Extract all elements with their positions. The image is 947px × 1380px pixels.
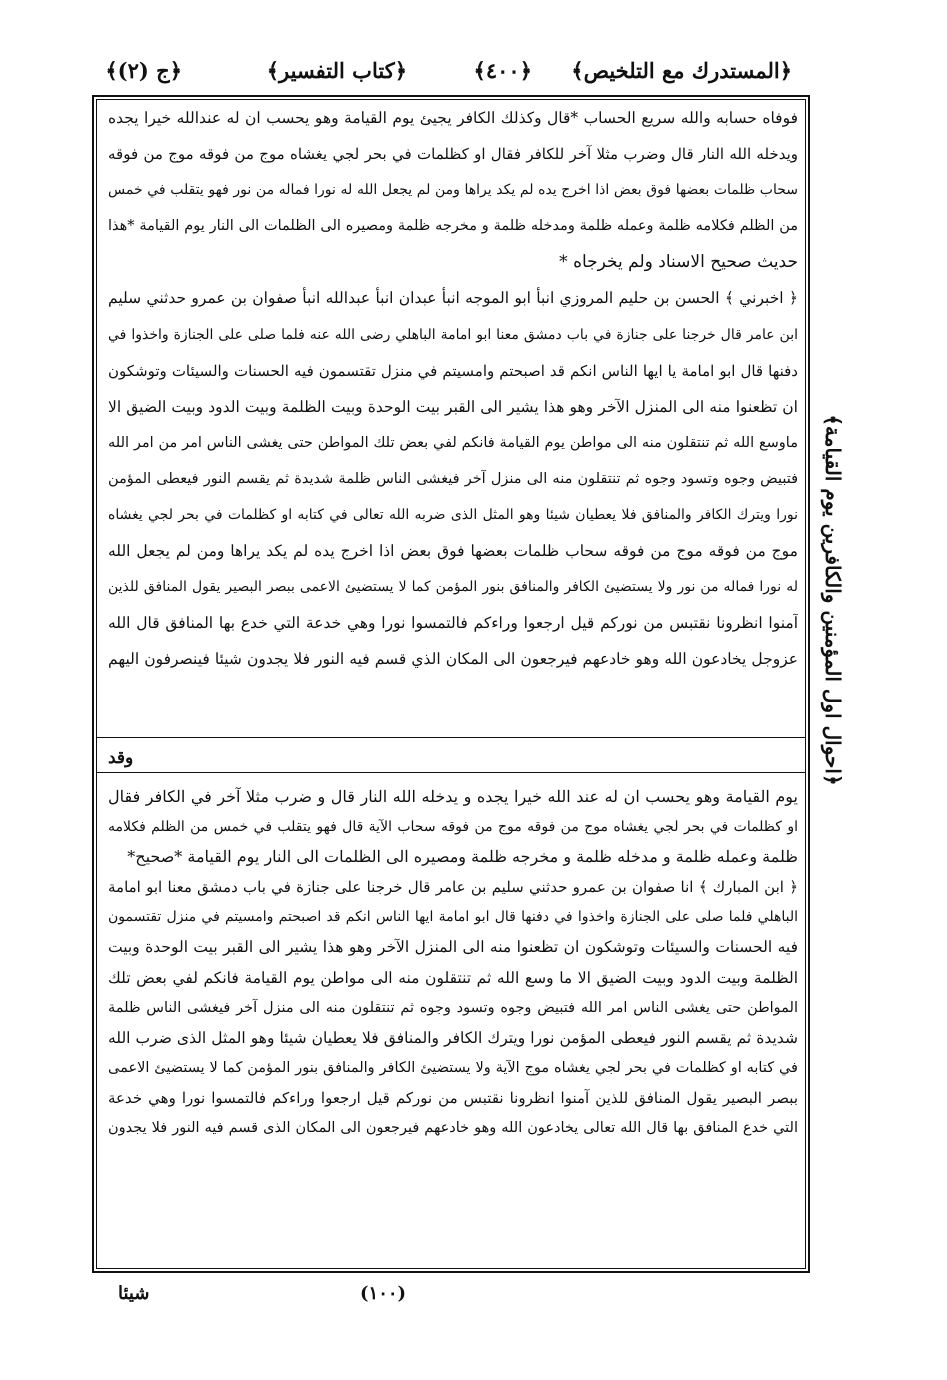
footer-page-number: (١٠٠) — [360, 1283, 407, 1304]
text-line: الباهلي فلما صلى على الجنازة واخذوا في دفنها قال ابو امامة ايها الناس انكم قد اصبحتم وامسيتم في منزل تقتسمون — [108, 909, 798, 926]
text-line: دفنها قال ابو امامة يا ايها الناس انكم قد اصبحتم وامسيتم في منزل تقتسمون فيه الحسنات والسيئات وتوشكون — [108, 361, 798, 380]
text-line: آمنوا انظرونا نقتبس من نوركم قيل ارجعوا وراءكم فالتمسوا نورا وهي خدعة التي خدع بها المنافق قال الله — [108, 614, 798, 633]
text-line: ماوسع الله ثم تنتقلون منه الى مواطن يوم القيامة فانكم لفي بعض تلك المواطن حتى يغشى الناس امر من امر الله — [108, 434, 798, 451]
text-line: ان تظعنوا منه الى المنزل الآخر وهو هذا يشير الى القبر بيت الوحدة وبيت الظلمة وبيت الدود وبيت الضيق الا — [108, 397, 798, 416]
text-line: فتبيض وجوه وتسود وجوه ثم تنتقلون منه الى منزل آخر فيغشى الناس ظلمة شديدة ثم يقسم النور فيعطى المؤمن — [108, 470, 798, 487]
text-line: ﴿ اخبرني ﴾ الحسن بن حليم المروزي انبأ ابو الموجه انبأ عبدان انبأ عبدالله انبأ صفوان بن عمرو حدثني سليم — [108, 289, 798, 308]
text-line: ببصر البصير يقول المنافق للذين آمنوا انظرونا نقتبس من نوركم قيل ارجعوا وراءكم فالتمسوا نورا وهي خدعة — [108, 1088, 798, 1107]
main-catchword: وقد — [108, 748, 134, 768]
text-line: فوفاه حسابه والله سريع الحساب *قال وكذلك الكافر يجيئ يوم القيامة وهو يحسب ان له عندالله خيرا يجده — [108, 109, 798, 127]
book-title: ﴿المستدرك مع التلخيص﴾ — [571, 58, 792, 83]
margin-note-text: ﴿احوال اول المؤمنين والكافرين يوم القيامة﴾ — [821, 414, 845, 786]
text-line: حديث صحيح الاسناد ولم يخرجاه * — [559, 252, 798, 273]
text-line: فيه الحسنات والسيئات وتوشكون ان تظعنوا منه الى المنزل الآخر وهو هذا يشير الى القبر بيت الوحدة وبيت — [108, 938, 798, 957]
text-line: عزوجل يخادعون الله وهو خادعهم فيرجعون الى المكان الذي قسم فيه النور فلا يجدون شيئا فينصرفون اليهم — [108, 650, 798, 669]
text-line: نورا ويترك الكافر والمنافق فلا يعطيان شيئا وهو المثل الذى ضربه الله تعالى في كتابه او كظلمات في بحر لجي يغشاه — [108, 507, 798, 524]
text-line: موج من فوقه موج من فوقه سحاب ظلمات بعضها فوق بعض اذا اخرج يده لم يكد يراها ومن لم يجعل الله — [108, 542, 798, 561]
page-header — [92, 52, 792, 94]
text-line: يوم القيامة وهو يحسب ان له عند الله خيرا يجده و يدخله الله النار قال و ضرب مثلا آخر في الكافر فقال — [108, 787, 798, 806]
text-line: المواطن حتى يغشى الناس امر الله فتبيض وجوه وتسود وجوه ثم تنتقلون منه الى منزل آخر فيغشى الناس ظلمة — [108, 999, 798, 1016]
text-line: من الظلم فكلامه ظلمة وعمله ظلمة ومدخله ظلمة و مخرجه ظلمة ومصيره الى الظلمات الى النار يوم القيامة *هذا — [108, 218, 798, 235]
text-line: الظلمة وبيت الدود وبيت الضيق الا ما وسع الله ثم تنتقلون منه الى مواطن يوم القيامة فانكم لفي بعض تلك — [108, 968, 798, 987]
header-page-number: ﴿٤٠٠﴾ — [473, 58, 532, 83]
margin-note — [812, 330, 854, 870]
text-line: او كظلمات في بحر لجي يغشاه موج من فوقه موج من فوقه سحاب الآية قال فهو يتقلب في خمس من الظلم فكلامه — [108, 819, 798, 836]
chapter-title: ﴿كتاب التفسير﴾ — [266, 58, 407, 83]
section-divider — [96, 772, 806, 773]
text-line: له نورا فماله من نور ولا يستضيئ الكافر والمنافق بنور المؤمن كما لا يستضيئ الاعمى ببصر البصير يقول المنافق للذين — [108, 579, 798, 596]
text-line: سحاب ظلمات بعضها فوق بعض اذا اخرج يده لم يكد يراها ومن لم يجعل الله له نورا فماله من نور فهو يتقلب في خمس — [108, 182, 798, 199]
text-line: ﴿ ابن المبارك ﴾ انا صفوان بن عمرو حدثني سليم بن عامر قال خرجنا على جنازة في باب دمشق معنا ابو امامة — [108, 878, 798, 897]
text-line: ابن عامر قال خرجنا على جنازة في باب دمشق معنا ابو امامة الباهلي رضى الله عنه فلما صلى على الجنازة واخذوا في — [108, 326, 798, 343]
text-line: شديدة ثم يقسم النور فيعطى المؤمن نورا ويترك الكافر والمنافق فلا يعطيان شيئا وهو المثل الذى ضرب الله — [108, 1028, 798, 1047]
footer-catchword: شيئا — [118, 1283, 150, 1304]
text-line: ويدخله الله النار قال وضرب مثلا آخر للكافر فقال او كظلمات في بحر لجي يغشاه موج من فوقه موج من فوقه — [108, 145, 798, 164]
text-line: في كتابه او كظلمات في بحر لجي يغشاه موج الآية ولا يستضيئ الكافر والمنافق بنور المؤمن كما لا يستضيئ الاعمى — [108, 1059, 798, 1076]
volume-number: ﴿ج (٢)﴾ — [105, 58, 182, 83]
section-divider — [96, 737, 806, 738]
text-line: التي خدع المنافق بها قال الله تعالى يخادعون الله وهو خادعهم فيرجعون الى المكان الذى قسم فيه النور فلا يجدون — [108, 1120, 798, 1137]
main-text-block — [108, 100, 798, 678]
summary-text-block — [108, 782, 798, 1143]
text-line: ظلمة وعمله ظلمة و مدخله ظلمة و مخرجه ظلمة ومصيره الى الظلمات الى النار يوم القيامة *صحيح* — [127, 847, 798, 867]
